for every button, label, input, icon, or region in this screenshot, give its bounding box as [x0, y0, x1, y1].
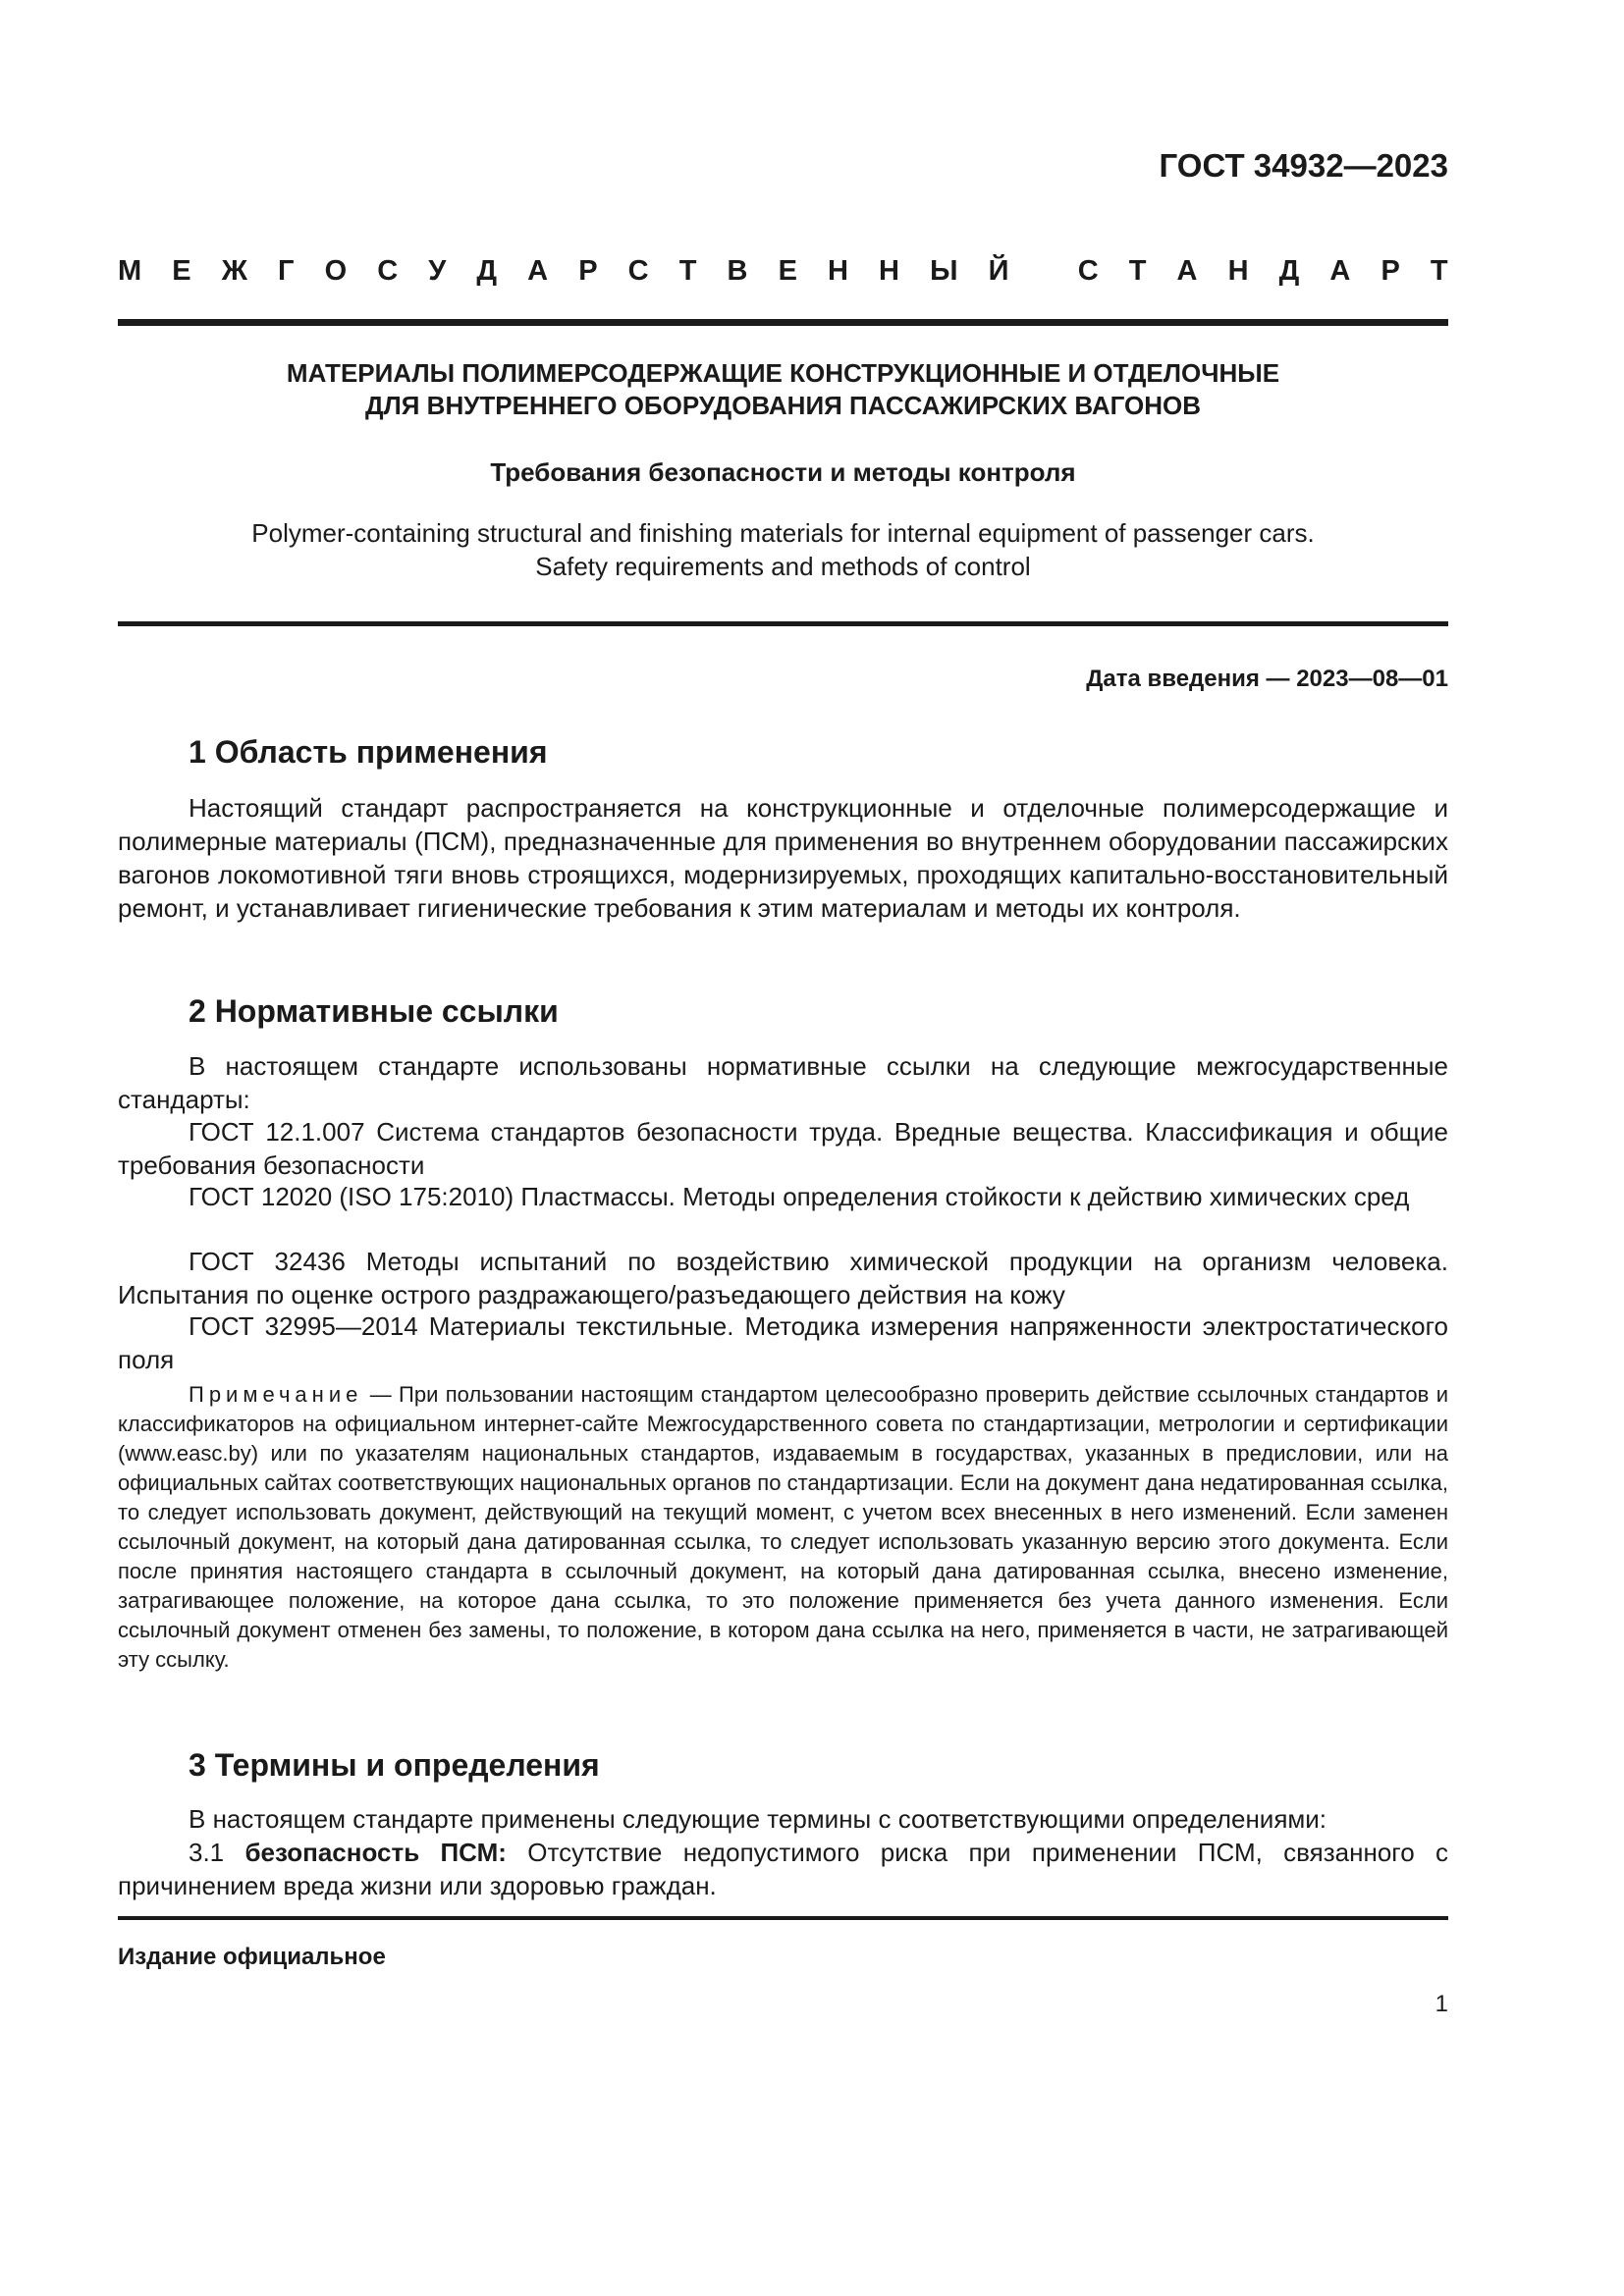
reference-item: ГОСТ 32436 Методы испытаний по воздействию химической продукции на организм человека. Испытания по оценке острого раздражающего/разъедающего действия на кожу: [118, 1247, 1448, 1309]
term-number: 3.1: [189, 1838, 245, 1867]
banner-letter: С: [377, 255, 399, 287]
banner-letter: М: [118, 255, 142, 287]
banner-letter: С: [1077, 255, 1099, 287]
title-en-line-2: Safety requirements and methods of control: [535, 552, 1031, 581]
banner-letter: А: [1176, 255, 1198, 287]
banner-letter: В: [727, 255, 748, 287]
term-definition: [118, 1836, 1448, 1902]
section-1-heading: 1 Область применения: [189, 734, 548, 770]
banner-letter: Н: [1227, 255, 1249, 287]
section-3-heading: 3 Термины и определения: [189, 1747, 600, 1783]
document-subtitle: Требования безопасности и методы контроля: [490, 457, 1076, 487]
banner-letter: С: [627, 255, 649, 287]
banner-letter: Й: [988, 255, 1009, 287]
section-2-intro: В настоящем стандарте использованы нормативные ссылки на следующие межгосударственные стандарты:: [118, 1051, 1448, 1114]
banner-letter: Д: [476, 255, 498, 287]
banner-letter: А: [1329, 255, 1351, 287]
banner-letter: Е: [778, 255, 797, 287]
introduction-date: Дата введения — 2023—08—01: [1086, 666, 1448, 692]
banner-letter: Т: [1128, 255, 1147, 287]
note-text: — При пользовании настоящим стандартом целесообразно проверить действие ссылочных стандартов и классификаторов на официальном интернет-сайте Межгосударственного совета по стандартизации, метрологии и сертификации (www.easc.by) или по указателям национальных стандартов, издаваемым в государствах, указанных в предисловии, или на официальных сайтах соответствующих национальных органов по стандартизации. Если на документ дана недатированная ссылка, то следует использовать документ, действующий на текущий момент, с учетом всех внесенных в него изменений. Если заменен ссылочный документ, на который дана датированная ссылка, то следует использовать указанную версию этого документа. Если после принятия настоящего стандарта в ссылочный документ, на который дана датированная ссылка, внесено изменение, затрагивающее положение, на которое дана ссылка, то это положение применяется без учета данного изменения. Если ссылочный документ отменен без замены, то положение, в котором дана ссылка на него, применяется в части, не затрагивающей эту ссылку.: [118, 1382, 1448, 1672]
banner-letter: Е: [172, 255, 191, 287]
banner-letter: Д: [1278, 255, 1300, 287]
term-definition-text: Отсутствие недопустимого риска при применении ПСМ, связанного с причинением вреда жизни или здоровью граждан.: [118, 1838, 1448, 1900]
official-edition-label: Издание официальное: [118, 1944, 386, 1970]
title-ru-line-1: МАТЕРИАЛЫ ПОЛИМЕРСОДЕРЖАЩИЕ КОНСТРУКЦИОННЫЕ И ОТДЕЛОЧНЫЕ: [286, 358, 1280, 388]
banner-letter: О: [324, 255, 348, 287]
banner-letter: У: [428, 255, 447, 287]
note-label: Примечание: [189, 1382, 363, 1407]
banner-letter: Ж: [221, 255, 247, 287]
section-3-intro: В настоящем стандарте применены следующие термины с соответствующими определениями:: [189, 1804, 1327, 1834]
banner-letter: Т: [1430, 255, 1448, 287]
page-number: 1: [1435, 1991, 1448, 2017]
standard-number: ГОСТ 34932—2023: [1159, 147, 1448, 184]
reference-item: ГОСТ 32995—2014 Материалы текстильные. Методика измерения напряженности электростатического поля: [118, 1311, 1448, 1374]
section-1-text: Настоящий стандарт распространяется на конструкционные и отделочные полимерсодержащие и полимерные материалы (ПСМ), предназначенные для применения во внутреннем оборудовании пассажирских вагонов локомотивной тяги вновь строящихся, модернизируемых, проходящих капитально-восстановительный ремонт, и устанавливает гигиенические требования к этим материалам и методы их контроля.: [118, 793, 1448, 923]
reference-item: ГОСТ 12020 (ISO 175:2010) Пластмассы. Методы определения стойкости к действию химических сред: [189, 1182, 1410, 1211]
footer-rule: [118, 1916, 1448, 1920]
banner-letter: Т: [678, 255, 697, 287]
document-page-lower: [118, 0, 1448, 2296]
banner-letter: Г: [278, 255, 295, 287]
banner-letter: Н: [828, 255, 848, 287]
reference-item: ГОСТ 12.1.007 Система стандартов безопасности труда. Вредные вещества. Классификация и общие требования безопасности: [118, 1117, 1448, 1180]
title-en-line-1: Polymer-containing structural and finishing materials for internal equipment of passenger cars.: [251, 518, 1315, 548]
title-ru-line-2: ДЛЯ ВНУТРЕННЕГО ОБОРУДОВАНИЯ ПАССАЖИРСКИХ ВАГОНОВ: [364, 391, 1201, 420]
banner-letter: Н: [879, 255, 899, 287]
term-name: безопасность ПСМ:: [244, 1838, 507, 1867]
banner-letter: А: [527, 255, 549, 287]
section-2-heading: 2 Нормативные ссылки: [189, 993, 559, 1029]
banner-letter: Р: [578, 255, 598, 287]
banner-letter: Ы: [930, 255, 958, 287]
banner-letter: Р: [1380, 255, 1400, 287]
